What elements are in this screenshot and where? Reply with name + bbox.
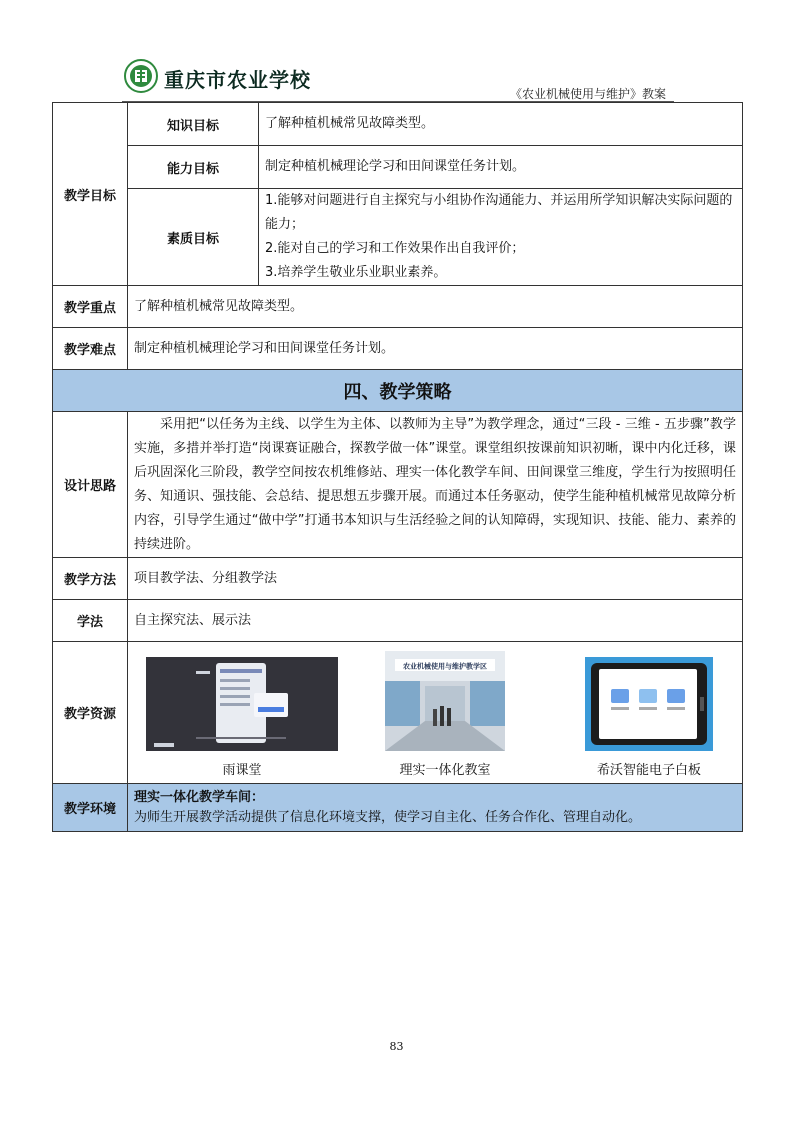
row-learning [53,600,743,642]
ability-objective-label: 能力目标 [128,146,259,189]
section-title: 四、教学策略 [53,370,743,412]
school-logo-icon [124,59,158,93]
environment-label: 教学环境 [53,784,128,832]
environment-text: 为师生开展教学活动提供了信息化环境支撑，使学习自主化、任务合作化、管理自动化。 [134,809,642,825]
method-text: 项目教学法、分组教学法 [128,558,743,600]
learning-label: 学法 [53,600,128,642]
difficulty-label: 教学难点 [53,328,128,370]
environment-title: 理实一体化教学车间： [134,789,265,805]
classroom-sign: 农业机械使用与维护教学区 [403,662,487,670]
row-design [53,412,743,558]
course-title: 《农业机械使用与维护》教案 [510,87,667,101]
row-environment [53,784,743,832]
row-key-point [53,286,743,328]
page-number: 83 [389,1040,404,1053]
resource-caption: 雨课堂 [222,762,262,778]
row-quality-objective [53,189,743,286]
design-text: 采用把“以任务为主线、以学生为主体、以教师为主导”为教学理念，通过“三段 - 三维 - 五步骤”教学实施，多措并举打造“岗课赛证融合，探教学做一体”课堂。课堂组织按课前知识初晰，课中内化迁移，课后巩固深化三阶段，教学空间按农机维修站、理实一体化教学车间、田间课堂三维度，学生行为按照明任务、知通识、强技能、会总结、提思想五步骤开展。而通过本任务驱动，使学生能种植机械常见故障分析内容，引导学生通过“做中学”打通书本知识与生活经验之间的认知障碍，实现知识、技能、能力、素养的持续进阶。 [128,412,743,558]
objectives-label: 教学目标 [53,103,128,286]
resources-gallery [128,643,742,783]
integrated-classroom-image [385,651,505,751]
row-ability-objective [53,146,743,189]
ability-objective-text: 制定种植机械理论学习和田间课堂任务计划。 [259,146,743,189]
school-name: 重庆市农业学校 [164,68,311,92]
row-method [53,558,743,600]
knowledge-objective-label: 知识目标 [128,103,259,146]
resource-caption: 希沃智能电子白板 [596,762,701,778]
quality-item: 2.能对自己的学习和工作效果作出自我评价； [265,241,525,256]
row-knowledge-objective [53,103,743,146]
knowledge-objective-text: 了解种植机械常见故障类型。 [259,103,743,146]
seewo-whiteboard-image [585,657,713,751]
quality-item: 1.能够对问题进行自主探究与小组协作沟通能力、并运用所学知识解决实际问题的能力； [265,193,733,232]
key-point-label: 教学重点 [53,286,128,328]
resources-label: 教学资源 [53,642,128,784]
resource-caption: 理实一体化教室 [399,762,491,778]
difficulty-text: 制定种植机械理论学习和田间课堂任务计划。 [128,328,743,370]
quality-item: 3.培养学生敬业乐业职业素养。 [265,265,447,280]
key-point-text: 了解种植机械常见故障类型。 [128,286,743,328]
row-difficulty [53,328,743,370]
row-resources [53,642,743,784]
rain-classroom-image [146,657,338,751]
design-label: 设计思路 [53,412,128,558]
row-section-heading [53,370,743,412]
quality-objective-text [259,189,743,286]
lesson-plan-table [52,102,743,832]
quality-objective-label: 素质目标 [128,189,259,286]
page-header [0,0,793,110]
method-label: 教学方法 [53,558,128,600]
learning-text: 自主探究法、展示法 [128,600,743,642]
